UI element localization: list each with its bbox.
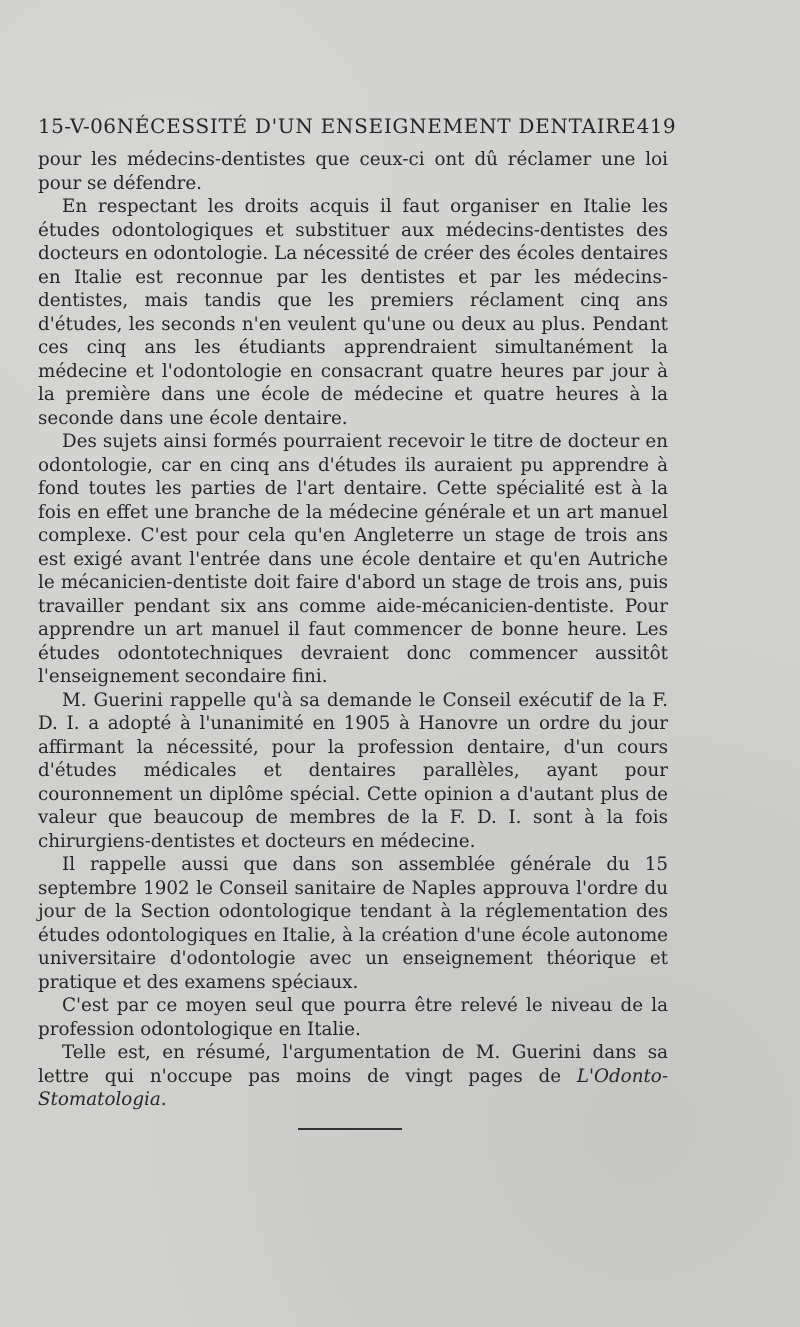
paragraph: M. Guerini rappelle qu'à sa demande le Conseil exécutif de la F. D. I. a adopté à l'unanimité en 1905 à Hanovre un ordre du jour affirmant la nécessité, pour la profession dentaire, d'un cours d'études médicales et dentaires parallèles, ayant pour couronnement un diplôme spécial. Cette opinion a d'autant plus de valeur que beaucoup de membres de la F. D. I. sont à la fois chirurgiens-dentistes et docteurs en médecine. — [38, 689, 668, 852]
closing-text: Telle est, en résumé, l'argumentation de M. Guerini dans sa lettre qui n'occupe pas moins de vingt pages de — [38, 1042, 668, 1087]
paragraph: Des sujets ainsi formés pourraient recevoir le titre de docteur en odontologie, car en cinq ans d'études ils auraient pu apprendre à fond toutes les parties de l'art dentaire. Cette spécialité est à la fois en effet une branche de la médecine générale et un art manuel complexe. C'est pour cela qu'en Angleterre un stage de trois ans est exigé avant l'entrée dans une école dentaire et qu'en Autriche le mécanicien-dentiste doit faire d'abord un stage de trois ans, puis travailler pendant six ans comme aide-mécanicien-dentiste. Pour apprendre un art manuel il faut commencer de bonne heure. Les études odontotechniques devraient donc commencer aussitôt l'enseignement secondaire fini. — [38, 431, 668, 687]
paragraph: C'est par ce moyen seul que pourra être relevé le niveau de la profession odontologique en Italie. — [38, 995, 668, 1040]
paragraph: Il rappelle aussi que dans son assemblée générale du 15 septembre 1902 le Conseil sanitaire de Naples approuva l'ordre du jour de la Section odontologique tendant à la réglementation des études odontologiques en Italie, à la création d'une école autonome universitaire d'odontologie avec un enseignement théorique et pratique et des examens spéciaux. — [38, 854, 668, 993]
body-text — [38, 148, 668, 1112]
paragraph: En respectant les droits acquis il faut organiser en Italie les études odontologiques et substituer aux médecins-dentistes des docteurs en odontologie. La nécessité de créer des écoles dentaires en Italie est reconnue par les dentistes et par les médecins-dentistes, mais tandis que les premiers réclament cinq ans d'études, les seconds n'en veulent qu'une ou deux au plus. Pendant ces cinq ans les étudiants apprendraient simultanément la médecine et l'odontologie en consacrant quatre heures par jour à la première dans une école de médecine et quatre heures à la seconde dans une école dentaire. — [38, 196, 668, 429]
running-header — [38, 114, 676, 142]
closing-paragraph — [38, 1041, 668, 1112]
header-date: 15-V-06 — [38, 114, 117, 138]
closing-period: . — [160, 1089, 167, 1110]
header-title: NÉCESSITÉ D'UN ENSEIGNEMENT DENTAIRE — [116, 114, 637, 138]
paragraph-continuation: pour les médecins-dentistes que ceux-ci ont dû réclamer une loi pour se défendre. — [38, 149, 668, 194]
journal-title: L'Odonto-Stomatologia — [38, 1065, 668, 1110]
page-number: 419 — [636, 114, 676, 138]
section-end-rule — [298, 1128, 402, 1130]
